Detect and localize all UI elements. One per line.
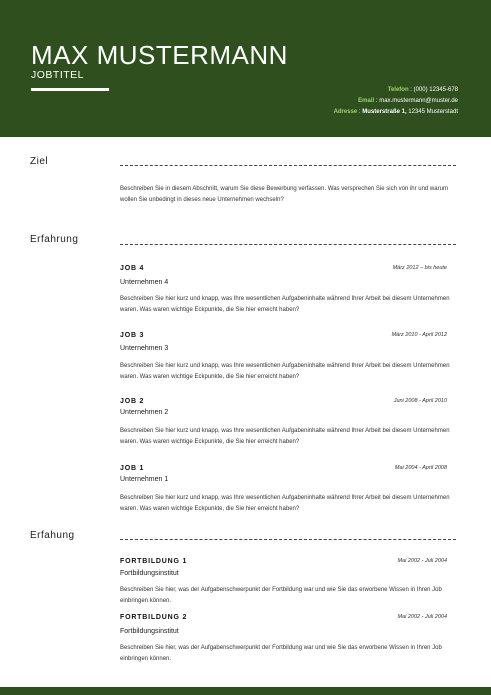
section-divider — [120, 244, 456, 245]
job-company: Unternehmen 2 — [120, 409, 169, 416]
training-title: FORTBILDUNG 2 — [120, 614, 188, 621]
section-divider — [120, 539, 456, 540]
phone-value: (000) 12345-678 — [413, 87, 458, 93]
job-date: Mai 2004 - April 2008 — [394, 465, 447, 471]
training-title: FORTBILDUNG 1 — [120, 558, 188, 565]
contact-address: Adresse : Musterstraße 1, 12345 Musterstadt — [333, 109, 458, 115]
training-description: Beschreiben Sie hier, was der Aufgabenschwerpunkt der Fortbildung war und wie Sie das erworbene Wissen in Ihren Job einbringen können. — [120, 587, 442, 604]
address-label: Adresse — [333, 109, 358, 115]
candidate-job-title: JOBTITEL — [31, 69, 85, 81]
email-value: max.mustermann@muster.de — [379, 98, 458, 104]
job-company: Unternehmen 1 — [120, 476, 169, 483]
training-institute: Fortbildungsinstitut — [120, 628, 179, 635]
header-underline — [31, 88, 109, 91]
email-label: Email — [358, 98, 375, 104]
job-title: JOB 2 — [120, 398, 145, 405]
phone-label: Telefon — [387, 87, 409, 93]
job-description: Beschreiben Sie hier kurz und knapp, was Ihre wesentlichen Aufgabeninhalte während Ihrer Arbeit bei diesem Unternehmen waren. Was waren wichtige Eckpunkte, die Sie hier erreicht haben? — [120, 363, 450, 380]
job-date: März 2010 - April 2012 — [391, 332, 447, 338]
training-date: Mai 2002 - Juli 2004 — [397, 558, 447, 564]
section-title-experience: Erfahrung — [30, 234, 79, 245]
training-description: Beschreiben Sie hier, was der Aufgabenschwerpunkt der Fortbildung war und wie Sie das erworbene Wissen in Ihren Job einbringen können. — [120, 645, 442, 662]
header-banner — [0, 0, 491, 137]
training-institute: Fortbildungsinstitut — [120, 570, 179, 577]
section-title-goal: Ziel — [30, 156, 49, 167]
job-title: JOB 3 — [120, 332, 145, 339]
job-description: Beschreiben Sie hier kurz und knapp, was Ihre wesentlichen Aufgabeninhalte während Ihrer Arbeit bei diesem Unternehmen waren. Was waren wichtige Eckpunkte, die Sie hier erreicht haben? — [120, 296, 450, 313]
section-divider — [120, 165, 456, 166]
training-date: Mai 2002 - Juli 2004 — [397, 614, 447, 620]
section-title-training: Erfahung — [30, 530, 75, 541]
goal-text: Beschreiben Sie in diesem Abschnitt, warum Sie diese Bewerbung verfassen. Was versprechen Sie sich von ihr und warum wollen Sie unbedingt in dieses neue Unternehmen wechseln? — [120, 186, 448, 203]
job-description: Beschreiben Sie hier kurz und knapp, was Ihre wesentlichen Aufgabeninhalte während Ihrer Arbeit bei diesem Unternehmen waren. Was waren wichtige Eckpunkte, die Sie hier erreicht haben? — [120, 428, 450, 445]
contact-email: Email : max.mustermann@muster.de — [358, 98, 458, 104]
job-company: Unternehmen 3 — [120, 345, 169, 352]
footer-bar — [0, 687, 491, 695]
candidate-name: MAX MUSTERMANN — [31, 40, 288, 70]
job-title: JOB 4 — [120, 265, 145, 272]
address-city: 12345 Musterstadt — [408, 109, 458, 115]
job-title: JOB 1 — [120, 465, 145, 472]
job-company: Unternehmen 4 — [120, 279, 169, 286]
job-description: Beschreiben Sie hier kurz und knapp, was Ihre wesentlichen Aufgabeninhalte während Ihrer Arbeit bei diesem Unternehmen waren. Was waren wichtige Eckpunkte, die Sie hier erreicht haben? — [120, 495, 450, 512]
contact-phone: Telefon : (000) 12345-678 — [387, 87, 458, 93]
address-street: Musterstraße 1, — [362, 109, 407, 115]
job-date: März 2012 – bis heute — [392, 265, 447, 271]
job-date: Juni 2008 - April 2010 — [393, 398, 447, 404]
